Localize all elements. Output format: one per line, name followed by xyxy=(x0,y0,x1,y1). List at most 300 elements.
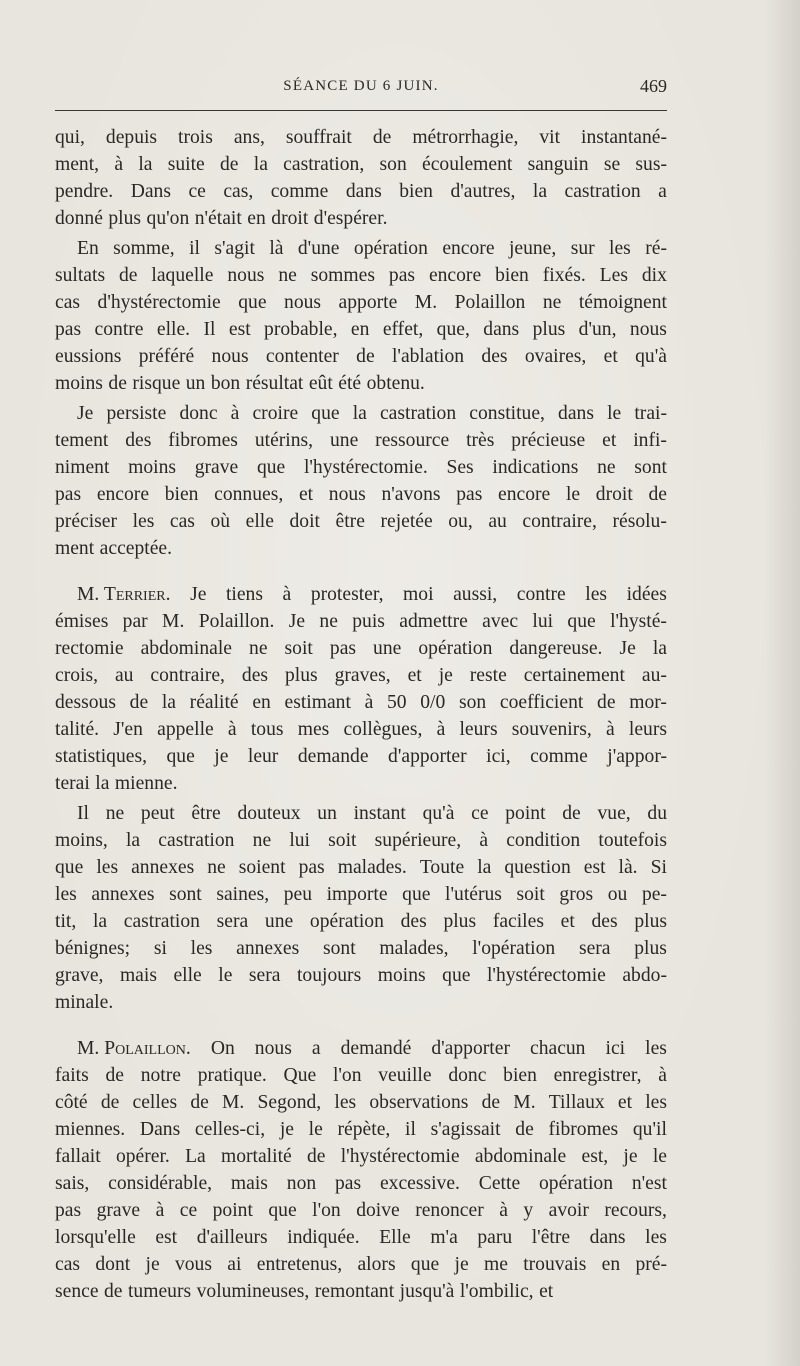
text-line xyxy=(55,716,667,743)
word: niment xyxy=(55,457,110,478)
word: être xyxy=(335,511,365,532)
word: toujours xyxy=(296,965,362,986)
word: pas xyxy=(388,265,416,286)
word: Dans xyxy=(139,1119,181,1140)
word: nous xyxy=(629,319,667,340)
word: Les xyxy=(599,265,628,286)
word: bon xyxy=(210,373,241,394)
word: me xyxy=(483,1254,508,1275)
word: ou xyxy=(607,884,628,905)
word: point xyxy=(212,1200,253,1221)
word: l'hysté- xyxy=(610,611,667,632)
word: rejetée xyxy=(380,511,433,532)
text-line xyxy=(55,881,667,908)
word: ce xyxy=(188,181,206,202)
text-line xyxy=(55,908,667,935)
word: mais xyxy=(230,1173,268,1194)
word: en xyxy=(252,692,271,713)
word: sommes xyxy=(310,265,375,286)
text-line xyxy=(55,1197,667,1224)
word: que, xyxy=(436,319,470,340)
running-title: SÉANCE DU 6 JUIN. xyxy=(283,78,439,94)
text-line xyxy=(55,800,667,827)
word: être xyxy=(191,803,221,824)
word: cas xyxy=(55,292,81,313)
word: contre xyxy=(516,584,566,605)
word: acceptée. xyxy=(99,538,172,559)
word: son xyxy=(379,154,407,175)
word: précieuse xyxy=(511,430,586,451)
word: de xyxy=(104,1281,123,1302)
text-line xyxy=(55,508,667,535)
word: avoir xyxy=(548,1200,589,1221)
word: d'apporter xyxy=(388,746,467,767)
word: les xyxy=(645,1227,667,1248)
word: Ses xyxy=(446,457,474,478)
word: la xyxy=(92,911,108,932)
word: le xyxy=(218,965,233,986)
word: pratique. xyxy=(197,1065,267,1086)
text-line xyxy=(55,454,667,481)
word: s'agit xyxy=(214,238,255,259)
word: doit xyxy=(289,511,320,532)
word: que xyxy=(410,1254,440,1275)
word: recours, xyxy=(604,1200,667,1221)
text-line xyxy=(55,989,667,1016)
word: admettre xyxy=(399,611,468,632)
word: sence xyxy=(55,1281,99,1302)
word: apporte xyxy=(338,292,398,313)
word: l'on xyxy=(332,1065,362,1086)
paragraph xyxy=(55,800,667,1016)
word: estimant xyxy=(284,692,351,713)
text-line xyxy=(55,854,667,881)
text-line xyxy=(55,262,667,289)
word: somme, xyxy=(113,238,175,259)
word: droit xyxy=(271,208,309,229)
paragraph xyxy=(55,124,667,232)
word: On xyxy=(210,1038,235,1059)
word: que xyxy=(442,965,471,986)
page-number: 469 xyxy=(640,76,667,96)
word: l'utérus xyxy=(445,884,502,905)
word: paru xyxy=(477,1227,513,1248)
speaker-name: M. Terrier. xyxy=(77,584,171,605)
word: la xyxy=(253,154,268,175)
word: annexes xyxy=(131,857,195,878)
text-line xyxy=(55,1116,667,1143)
word: mor- xyxy=(629,692,667,713)
paragraph-gap xyxy=(55,1016,667,1035)
word: sur xyxy=(570,238,595,259)
word: que xyxy=(55,857,84,878)
word: moins, xyxy=(55,830,108,851)
word: Cette xyxy=(478,1173,521,1194)
word: encore xyxy=(96,484,150,505)
text-line xyxy=(55,635,667,662)
word: pas xyxy=(55,319,82,340)
word: nous xyxy=(284,292,322,313)
word: ce xyxy=(471,803,489,824)
word: persiste xyxy=(106,403,167,424)
word: de xyxy=(481,1092,501,1113)
word: fibromes xyxy=(168,430,238,451)
word: préféré xyxy=(138,346,195,367)
speaker-name: M. Polaillon. xyxy=(77,1038,191,1059)
word: suite xyxy=(167,154,205,175)
word: condition xyxy=(506,830,581,851)
word: je xyxy=(454,1254,469,1275)
word: celles-ci, xyxy=(194,1119,266,1140)
text-line xyxy=(55,1035,667,1062)
word: dans xyxy=(558,403,594,424)
word: gros xyxy=(559,884,594,905)
word: celles xyxy=(132,1092,178,1113)
word: Toute xyxy=(419,857,465,878)
word: à xyxy=(155,1200,165,1221)
word: côté xyxy=(55,1092,88,1113)
word: ne xyxy=(542,292,562,313)
word: en xyxy=(350,319,370,340)
word: se xyxy=(603,154,621,175)
word: au- xyxy=(641,665,667,686)
word: J'en xyxy=(113,719,143,740)
word: où xyxy=(210,511,231,532)
word: instantané- xyxy=(581,127,667,148)
word: les xyxy=(585,584,608,605)
word: remontant xyxy=(314,1281,395,1302)
text-line xyxy=(55,689,667,716)
word: considérable, xyxy=(108,1173,213,1194)
word: En xyxy=(77,238,99,259)
word: opération xyxy=(539,1173,613,1194)
word: de xyxy=(515,1119,534,1140)
text-line xyxy=(55,316,667,343)
word: ou, xyxy=(448,511,473,532)
word: soit xyxy=(328,830,357,851)
word: à xyxy=(606,719,615,740)
text-line xyxy=(55,827,667,854)
word: la xyxy=(477,857,492,878)
word: de xyxy=(190,1092,209,1113)
word: l'ablation xyxy=(391,346,465,367)
word: pendre. xyxy=(55,181,114,202)
word: j'appor- xyxy=(607,746,667,767)
word: sont xyxy=(322,938,356,959)
word: les xyxy=(190,938,213,959)
word: Il xyxy=(77,803,89,824)
word: opération xyxy=(309,911,384,932)
word: pas xyxy=(55,484,82,505)
word: plus xyxy=(443,911,477,932)
word: si xyxy=(153,938,167,959)
word: qu'on xyxy=(146,208,190,229)
word: Je xyxy=(619,638,636,659)
word: sera xyxy=(248,965,281,986)
word: un xyxy=(317,803,337,824)
word: plus xyxy=(532,319,566,340)
word: leurs xyxy=(628,719,667,740)
word: l'ombilic, xyxy=(459,1281,534,1302)
word: douteux xyxy=(237,803,301,824)
word: bien xyxy=(495,265,529,286)
text-line xyxy=(55,235,667,262)
word: alors xyxy=(357,1254,396,1275)
word: une xyxy=(329,430,359,451)
word: de xyxy=(108,373,127,394)
word: en xyxy=(601,1254,621,1275)
word: moins xyxy=(128,457,177,478)
word: et xyxy=(617,1092,633,1113)
word: minale. xyxy=(55,992,114,1013)
word: pe- xyxy=(641,884,667,905)
word: croire xyxy=(252,403,299,424)
word: des xyxy=(125,430,152,451)
word: appelle xyxy=(157,719,214,740)
word: Tillaux xyxy=(548,1092,605,1113)
word: dangereuse. xyxy=(509,638,603,659)
word: de xyxy=(100,1092,120,1113)
paragraph xyxy=(55,1035,667,1305)
text-line xyxy=(55,1170,667,1197)
word: Il xyxy=(203,319,216,340)
word: lorsqu'elle xyxy=(55,1227,136,1248)
word: n'avons xyxy=(381,484,441,505)
word: importe xyxy=(326,884,388,905)
word: souvenirs, xyxy=(511,719,592,740)
word: témoignent xyxy=(578,292,667,313)
word: qu'il xyxy=(632,1119,667,1140)
word: ne xyxy=(105,803,125,824)
word: ment, xyxy=(55,154,100,175)
word: opération xyxy=(418,638,493,659)
word: d'ailleurs xyxy=(196,1227,268,1248)
word: l'on xyxy=(312,1200,341,1221)
word: pas xyxy=(55,1200,82,1221)
word: ici, xyxy=(486,746,511,767)
word: Polaillon xyxy=(454,292,526,313)
word: est xyxy=(228,319,251,340)
word: de xyxy=(129,692,149,713)
text-line xyxy=(55,481,667,508)
word: La xyxy=(185,1146,206,1167)
word: graves, xyxy=(334,665,391,686)
word: opérer. xyxy=(115,1146,170,1167)
word: sais, xyxy=(55,1173,90,1194)
word: à xyxy=(658,1065,667,1086)
word: par xyxy=(122,611,148,632)
word: une xyxy=(264,911,294,932)
word: soit xyxy=(516,884,545,905)
word: encore xyxy=(498,484,551,505)
word: d'hystérectomie xyxy=(97,292,221,313)
word: saines, xyxy=(216,884,270,905)
word: Je xyxy=(288,611,306,632)
word: jusqu'à xyxy=(399,1281,455,1302)
word: en xyxy=(247,208,266,229)
text-line xyxy=(55,151,667,178)
text-line xyxy=(55,962,667,989)
word: d'autres, xyxy=(450,181,516,202)
word: de xyxy=(306,1146,326,1167)
word: vit xyxy=(539,127,561,148)
word: depuis xyxy=(105,127,158,148)
text-line xyxy=(55,343,667,370)
word: Je xyxy=(190,584,207,605)
word: et xyxy=(560,911,575,932)
word: cas, xyxy=(223,181,254,202)
word: que xyxy=(166,746,195,767)
word: que xyxy=(311,403,340,424)
word: Elle xyxy=(379,1227,411,1248)
word: ne xyxy=(252,830,272,851)
word: d'un, xyxy=(578,319,617,340)
word: castration xyxy=(123,911,200,932)
word: qu'à xyxy=(635,346,667,367)
word: au xyxy=(488,511,507,532)
body-text xyxy=(55,124,667,1305)
word: eussions xyxy=(55,346,122,367)
word: tit, xyxy=(55,911,77,932)
word: des xyxy=(400,911,427,932)
word: je xyxy=(279,1119,294,1140)
word: Si xyxy=(650,857,667,878)
word: ne xyxy=(319,611,338,632)
word: coefficient xyxy=(499,692,584,713)
word: la xyxy=(95,773,110,794)
word: M. xyxy=(414,292,438,313)
word: excessive. xyxy=(379,1173,460,1194)
word: de xyxy=(220,154,239,175)
word: je xyxy=(438,665,453,686)
word: de xyxy=(105,1065,124,1086)
word: bien xyxy=(399,181,433,202)
word: tiens xyxy=(225,584,263,605)
page-header xyxy=(55,74,667,104)
word: moins xyxy=(377,965,426,986)
word: résolu- xyxy=(612,511,667,532)
word: obtenu. xyxy=(366,373,425,394)
word: Que xyxy=(283,1065,317,1086)
word: leur xyxy=(247,746,279,767)
word: avec xyxy=(482,611,519,632)
word: de xyxy=(119,265,138,286)
word: que xyxy=(256,457,286,478)
word: probable, xyxy=(264,319,338,340)
word: puis xyxy=(352,611,385,632)
word: la xyxy=(652,638,667,659)
word: bien xyxy=(503,1065,537,1086)
word: le xyxy=(308,1119,323,1140)
word: jeune, xyxy=(508,238,557,259)
word: contraire, xyxy=(150,665,225,686)
word: sus- xyxy=(635,154,667,175)
word: cas xyxy=(55,1254,81,1275)
word: sanguin xyxy=(527,154,589,175)
word: un xyxy=(185,373,206,394)
text-line xyxy=(55,662,667,689)
word: plus xyxy=(284,665,318,686)
word: à xyxy=(227,719,237,740)
text-line xyxy=(55,608,667,635)
word: de xyxy=(562,803,581,824)
word: que xyxy=(567,611,596,632)
word: effet, xyxy=(382,319,424,340)
word: que xyxy=(402,884,431,905)
word: les xyxy=(334,1092,357,1113)
word: des xyxy=(241,665,269,686)
page-edge-shadow xyxy=(764,0,800,1366)
paragraph-gap xyxy=(55,562,667,581)
word: Dans xyxy=(130,181,171,202)
word: mes xyxy=(297,719,330,740)
word: donc xyxy=(448,1065,487,1086)
text-line xyxy=(55,581,667,608)
word: comme xyxy=(530,746,588,767)
word: renoncer xyxy=(415,1200,484,1221)
word: castration xyxy=(564,181,641,202)
word: l'hystérectomie xyxy=(486,965,606,986)
word: préciser xyxy=(55,511,118,532)
word: ici xyxy=(605,1038,626,1059)
paragraph xyxy=(55,581,667,797)
word: souffrait xyxy=(285,127,352,148)
word: instant xyxy=(353,803,406,824)
word: du xyxy=(647,803,667,824)
word: et xyxy=(539,1281,554,1302)
word: écoulement xyxy=(422,154,513,175)
word: à xyxy=(282,584,292,605)
word: idées xyxy=(626,584,667,605)
word: vous xyxy=(174,1254,212,1275)
word: notre xyxy=(140,1065,181,1086)
word: collègues, xyxy=(343,719,423,740)
word: tement xyxy=(55,430,109,451)
word: de xyxy=(648,484,667,505)
word: nous xyxy=(254,1038,292,1059)
word: 0/0 xyxy=(420,692,446,713)
word: trois xyxy=(178,127,213,148)
word: plus xyxy=(108,208,142,229)
word: enregistrer, xyxy=(553,1065,642,1086)
word: toutefois xyxy=(598,830,667,851)
word: lui xyxy=(289,830,310,851)
word: castration xyxy=(379,403,457,424)
word: elle xyxy=(245,511,274,532)
word: qu'à xyxy=(422,803,455,824)
word: l'hystérectomie. xyxy=(303,457,428,478)
word: à xyxy=(436,719,446,740)
word: et xyxy=(603,346,618,367)
word: nous xyxy=(328,484,366,505)
word: constitue, xyxy=(469,403,545,424)
word: tumeurs xyxy=(127,1281,192,1302)
word: demandé xyxy=(340,1038,412,1059)
word: ne xyxy=(597,457,616,478)
word: elle xyxy=(173,965,202,986)
word: peut xyxy=(140,803,175,824)
word: point xyxy=(505,803,546,824)
word: à xyxy=(499,1200,508,1221)
word: contraire, xyxy=(522,511,597,532)
word: a xyxy=(311,1038,321,1059)
word: protester, xyxy=(310,584,384,605)
word: d'une xyxy=(297,238,340,259)
word: grave xyxy=(194,457,239,478)
word: nous xyxy=(211,346,249,367)
word: de xyxy=(372,127,392,148)
word: là. xyxy=(618,857,638,878)
